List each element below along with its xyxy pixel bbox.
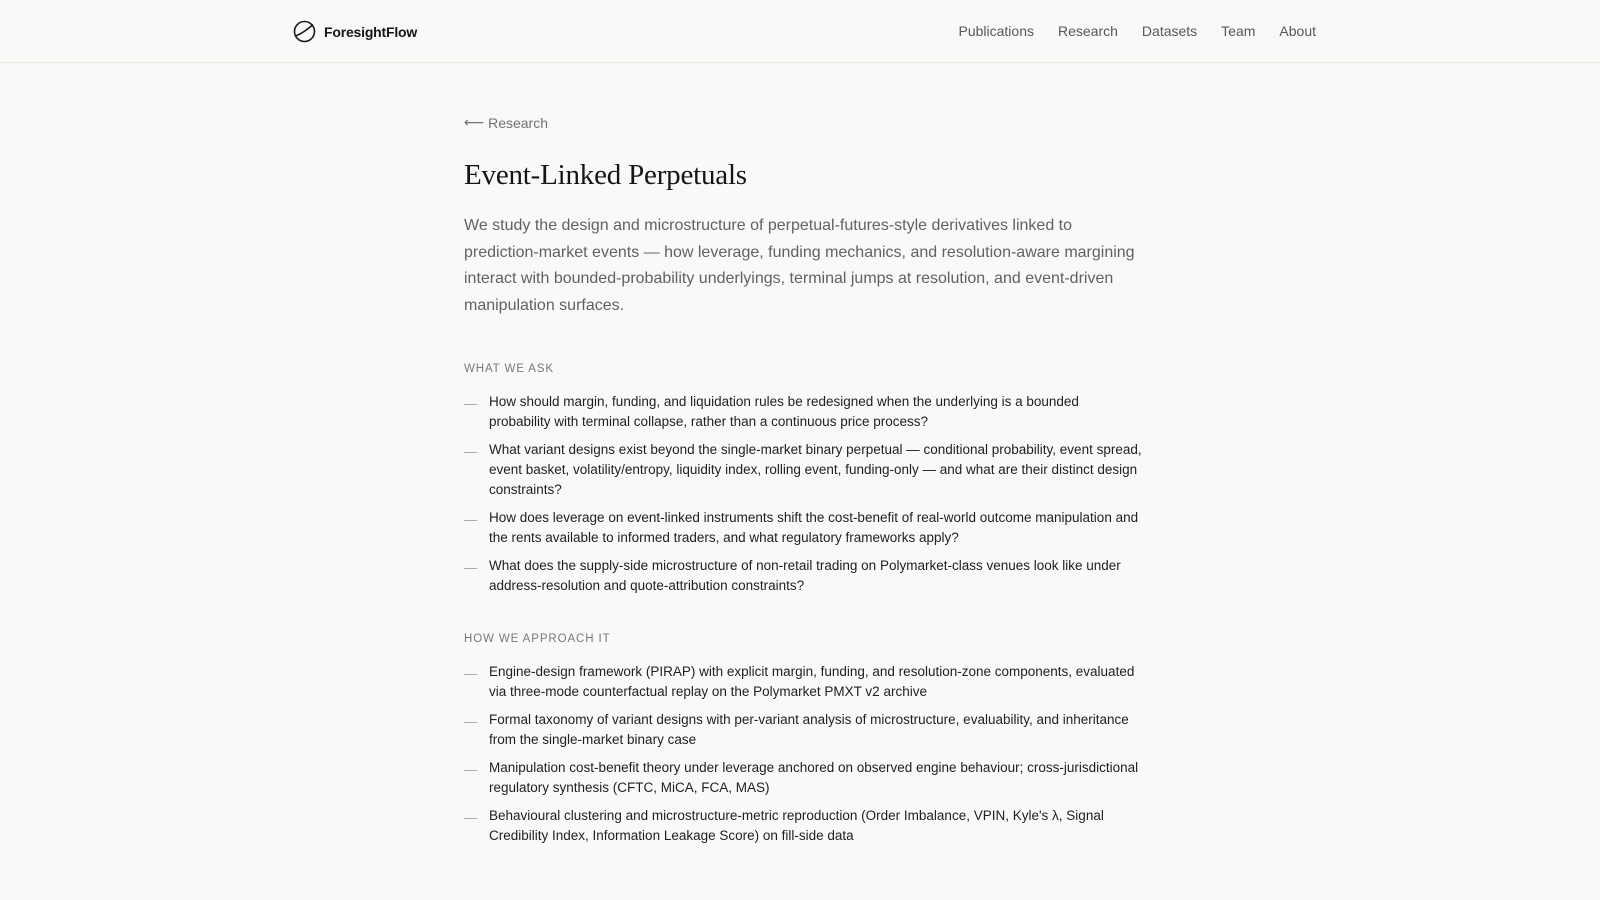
list-item	[464, 806, 1144, 846]
nav-about[interactable]: About	[1279, 23, 1316, 39]
page-lead: We study the design and microstructure of perpetual-futures-style derivatives linked to prediction-market events — how leverage, funding mechanics, and resolution-aware margining interact with bounded-probability underlyings, terminal jumps at resolution, and event-driven manipulation surfaces.	[464, 217, 1135, 314]
nav-publications[interactable]: Publications	[958, 23, 1034, 39]
list-item-text: What does the supply-side microstructure of non-retail trading on Polymarket-class venues look like under address-resolution and quote-attribution constraints?	[489, 558, 1121, 593]
list-item-text: Engine-design framework (PIRAP) with explicit margin, funding, and resolution-zone components, evaluated via three-mode counterfactual replay on the Polymarket PMXT v2 archive	[489, 664, 1135, 699]
list-dash: —	[464, 762, 477, 777]
list-dash: —	[464, 810, 477, 825]
main-content	[464, 114, 1144, 854]
list-item	[464, 758, 1144, 798]
list-item-text: How does leverage on event-linked instruments shift the cost-benefit of real-world outcome manipulation and the rents available to informed traders, and what regulatory frameworks apply?	[489, 510, 1139, 545]
list-item	[464, 710, 1144, 750]
list-dash: —	[464, 560, 477, 575]
list-item	[464, 508, 1144, 548]
logo-icon	[293, 20, 316, 43]
top-nav	[959, 23, 1317, 39]
list-item	[464, 662, 1144, 702]
list-item-text: Formal taxonomy of variant designs with per-variant analysis of microstructure, evaluability, and inheritance from the single-market binary case	[489, 712, 1129, 747]
section-label-how-we-approach: HOW WE APPROACH IT	[464, 633, 611, 645]
list-dash: —	[464, 714, 477, 729]
how-we-approach-list	[464, 662, 1144, 846]
nav-team[interactable]: Team	[1221, 23, 1256, 39]
brand-name: ForesightFlow	[324, 23, 418, 40]
list-item-text: Manipulation cost-benefit theory under leverage anchored on observed engine behaviour; cross-jurisdictional regulatory synthesis (CFTC, MiCA, FCA, MAS)	[489, 760, 1139, 795]
list-dash: —	[464, 666, 477, 681]
nav-datasets[interactable]: Datasets	[1141, 23, 1198, 39]
brand-logo-link[interactable]	[293, 20, 417, 43]
list-dash: —	[464, 444, 477, 459]
list-dash: —	[464, 396, 477, 411]
site-header	[0, 0, 1600, 63]
list-dash: —	[464, 512, 477, 527]
list-item	[464, 440, 1144, 500]
what-we-ask-list	[464, 392, 1144, 596]
list-item-text: Behavioural clustering and microstructure-metric reproduction (Order Imbalance, VPIN, Kyle's λ, Signal Credibility Index, Information Leakage Score) on fill-side data	[489, 808, 1104, 843]
back-arrow-icon: ⟵	[464, 114, 485, 130]
list-item	[464, 392, 1144, 432]
back-to-research-link[interactable]	[464, 114, 548, 131]
section-label-what-we-ask: WHAT WE ASK	[464, 363, 554, 375]
nav-research[interactable]: Research	[1058, 23, 1118, 39]
list-item	[464, 556, 1144, 596]
page-title: Event-Linked Perpetuals	[464, 159, 747, 191]
list-item-text: How should margin, funding, and liquidation rules be redesigned when the underlying is a bounded probability with terminal collapse, rather than a continuous price process?	[489, 394, 1079, 429]
list-item-text: What variant designs exist beyond the single-market binary perpetual — conditional probability, event spread, event basket, volatility/entropy, liquidity index, rolling event, funding-only — and what are their distinct design constraints?	[489, 442, 1142, 497]
back-link-label: Research	[488, 114, 548, 131]
